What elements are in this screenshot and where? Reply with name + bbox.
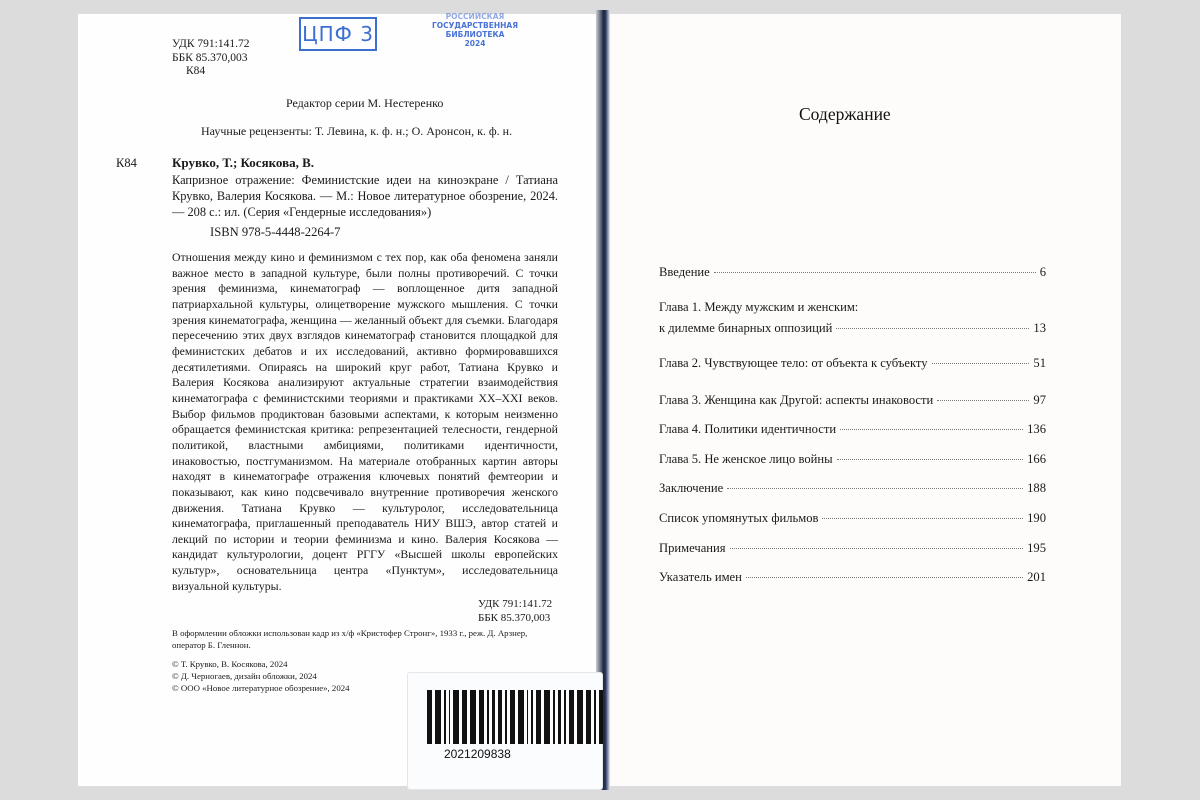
barcode-bar (594, 690, 596, 744)
barcode-bar (435, 690, 440, 744)
toc-entry[interactable] (659, 452, 1046, 467)
cover-note: В оформлении обложки использован кадр из х/ф «Кристофер Стронг», 1933 г., реж. Д. Арзнер, оператор Б. Гленнон. (172, 628, 528, 650)
toc-page: 13 (1033, 321, 1046, 335)
toc-page: 201 (1027, 570, 1046, 584)
toc-entry[interactable] (659, 570, 1046, 585)
reviewers: Научные рецензенты: Т. Левина, к. ф. н.; О. Аронсон, к. ф. н. (201, 124, 513, 138)
toc-label-line1: Глава 1. Между мужским и женским: (659, 300, 859, 314)
barcode-bar (449, 690, 451, 744)
toc-label: к дилемме бинарных оппозиций (659, 321, 833, 335)
barcode-bar (553, 690, 555, 744)
barcode-bar (586, 690, 591, 744)
toc-page: 190 (1027, 511, 1046, 525)
udk-block-top (172, 38, 249, 79)
barcode-bar (599, 690, 603, 744)
toc-leader (746, 577, 1023, 578)
udk-code: УДК 791:141.72 (478, 598, 553, 610)
barcode-number: 2021209838 (444, 747, 511, 761)
library-stamp-line: 2024 (464, 39, 486, 48)
annotation: Отношения между кино и феминизмом с тех пор, как оба феномена заняли важное место в западной культуре, были полны противоречий. С точки зрения феминизма, кинематограф — воплощенное дитя западной патриархальной культуры, олицетворение мужского мышления. С точки зрения кинематографа, женщина — желанный объект для съемки. Благодаря пересечению этих двух взглядов кинематограф становится площадкой для феминистских дебатов и их исследований, активно формировавшихся десятилетиями. Опираясь на широкий круг работ, Татиана Крувко и Валерия Косякова анализируют актуальные стратегии взаимодействия кинематографа с феминистскими теориями и практиками XX–XXI веков. Выбор фильмов продиктован базовыми аспектами, к которым неизменно обращается феминистская критика: репрезентацией телесности, гендерной политикой, властными амбициями, политиками идентичности, инаковостью, постгуманизмом. На материале отобранных картин авторы находят в кинематографе отражения ключевых понятий фемтеории и показывают, как кино подсвечивало внутренние противоречия женского движения. Татиана Крувко — культуролог, исследовательница кинематографа, приглашенный преподаватель НИУ ВШЭ, автор статей и лекций по истории и теории феминизма и кино. Валерия Косякова — кандидат культурологии, доцент РГГУ «Высшей школы европейских культур», основательница центра «Пунктум», исследовательница визуальной культуры. (172, 250, 558, 593)
toc-entry[interactable] (659, 422, 1046, 437)
series-editor: Редактор серии М. Нестеренко (286, 96, 444, 110)
barcode-bar (544, 690, 549, 744)
toc-page: 195 (1027, 541, 1046, 555)
toc-leader (937, 400, 1029, 401)
toc-page: 51 (1033, 356, 1046, 370)
toc-label: Глава 5. Не женское лицо войны (659, 452, 833, 466)
barcode-bar (531, 690, 533, 744)
toc-entry[interactable] (659, 481, 1046, 496)
toc-page: 166 (1027, 452, 1046, 466)
copyrights (172, 658, 350, 694)
toc-title: Содержание (799, 104, 891, 124)
toc-page: 136 (1027, 422, 1046, 436)
toc-label: Список упомянутых фильмов (659, 511, 819, 525)
toc-leader (822, 518, 1023, 519)
toc-leader (727, 488, 1023, 489)
toc-entry[interactable] (659, 511, 1046, 526)
barcode-bar (510, 690, 515, 744)
barcode-bar (569, 690, 574, 744)
barcode-bar (427, 690, 432, 744)
barcode-sticker (407, 672, 603, 790)
toc-label: Указатель имен (659, 570, 742, 584)
toc-label: Заключение (659, 481, 724, 495)
toc-entry[interactable] (659, 300, 1046, 336)
barcode-bar (462, 690, 467, 744)
toc-label: Глава 3. Женщина как Другой: аспекты инаковости (659, 393, 934, 407)
authors: Крувко, Т.; Косякова, В. (172, 155, 315, 170)
barcode-bar (470, 690, 475, 744)
barcode-bar (536, 690, 541, 744)
barcode-bar (453, 690, 458, 744)
bbk-code: ББК 85.370,003 (478, 611, 551, 624)
barcode-bar (527, 690, 529, 744)
bbk-code: ББК 85.370,003 (172, 51, 248, 64)
toc-label: Глава 2. Чувствующее тело: от объекта к субъекту (659, 356, 928, 370)
toc-entry[interactable] (659, 541, 1046, 556)
toc-page: 188 (1027, 481, 1046, 495)
udk-code: УДК 791:141.72 (172, 38, 250, 50)
barcode-bar (558, 690, 562, 744)
udk-block-bottom (478, 598, 552, 625)
bibliographic-record: Капризное отражение: Феминистские идеи на киноэкране / Татиана Крувко, Валерия Косякова. — М.: Новое литературное обозрение, 2024. — 208 с.: ил. (Серия «Гендерные исследования») (172, 173, 558, 220)
copyright-line: © Т. Крувко, В. Косякова, 2024 (172, 659, 288, 669)
toc-leader (730, 548, 1024, 549)
author-mark: К84 (186, 65, 206, 77)
library-stamp (420, 12, 530, 48)
barcode (427, 690, 606, 744)
toc-label: Введение (659, 265, 710, 279)
barcode-bar (577, 690, 582, 744)
author-mark-margin: К84 (116, 156, 137, 170)
toc-leader (932, 363, 1030, 364)
library-stamp-line: БИБЛИОТЕКА (445, 30, 505, 39)
barcode-bar (498, 690, 502, 744)
toc-entry[interactable] (659, 265, 1046, 280)
toc-leader (840, 429, 1023, 430)
barcode-bar (487, 690, 489, 744)
toc-leader (714, 272, 1036, 273)
toc-leader (837, 459, 1024, 460)
library-stamp-line: РОССИЙСКАЯ (445, 12, 505, 21)
toc-page: 97 (1033, 393, 1046, 407)
cpf-stamp: ЦПФ 3 (299, 17, 377, 51)
toc-label: Глава 4. Политики идентичности (659, 422, 837, 436)
toc-label: Примечания (659, 541, 726, 555)
copyright-line: © Д. Черногаев, дизайн обложки, 2024 (172, 671, 317, 681)
barcode-bar (492, 690, 496, 744)
toc-entry[interactable] (659, 393, 1046, 408)
toc-page: 6 (1039, 265, 1046, 279)
library-stamp-line: ГОСУДАРСТВЕННАЯ (431, 21, 518, 30)
toc-leader (836, 328, 1029, 329)
barcode-bar (505, 690, 507, 744)
barcode-bar (479, 690, 484, 744)
barcode-bar (444, 690, 446, 744)
toc-entry[interactable] (659, 356, 1046, 371)
copyright-line: © ООО «Новое литературное обозрение», 2024 (172, 683, 350, 693)
isbn: ISBN 978-5-4448-2264-7 (210, 225, 341, 239)
barcode-bar (564, 690, 566, 744)
barcode-bar (518, 690, 523, 744)
